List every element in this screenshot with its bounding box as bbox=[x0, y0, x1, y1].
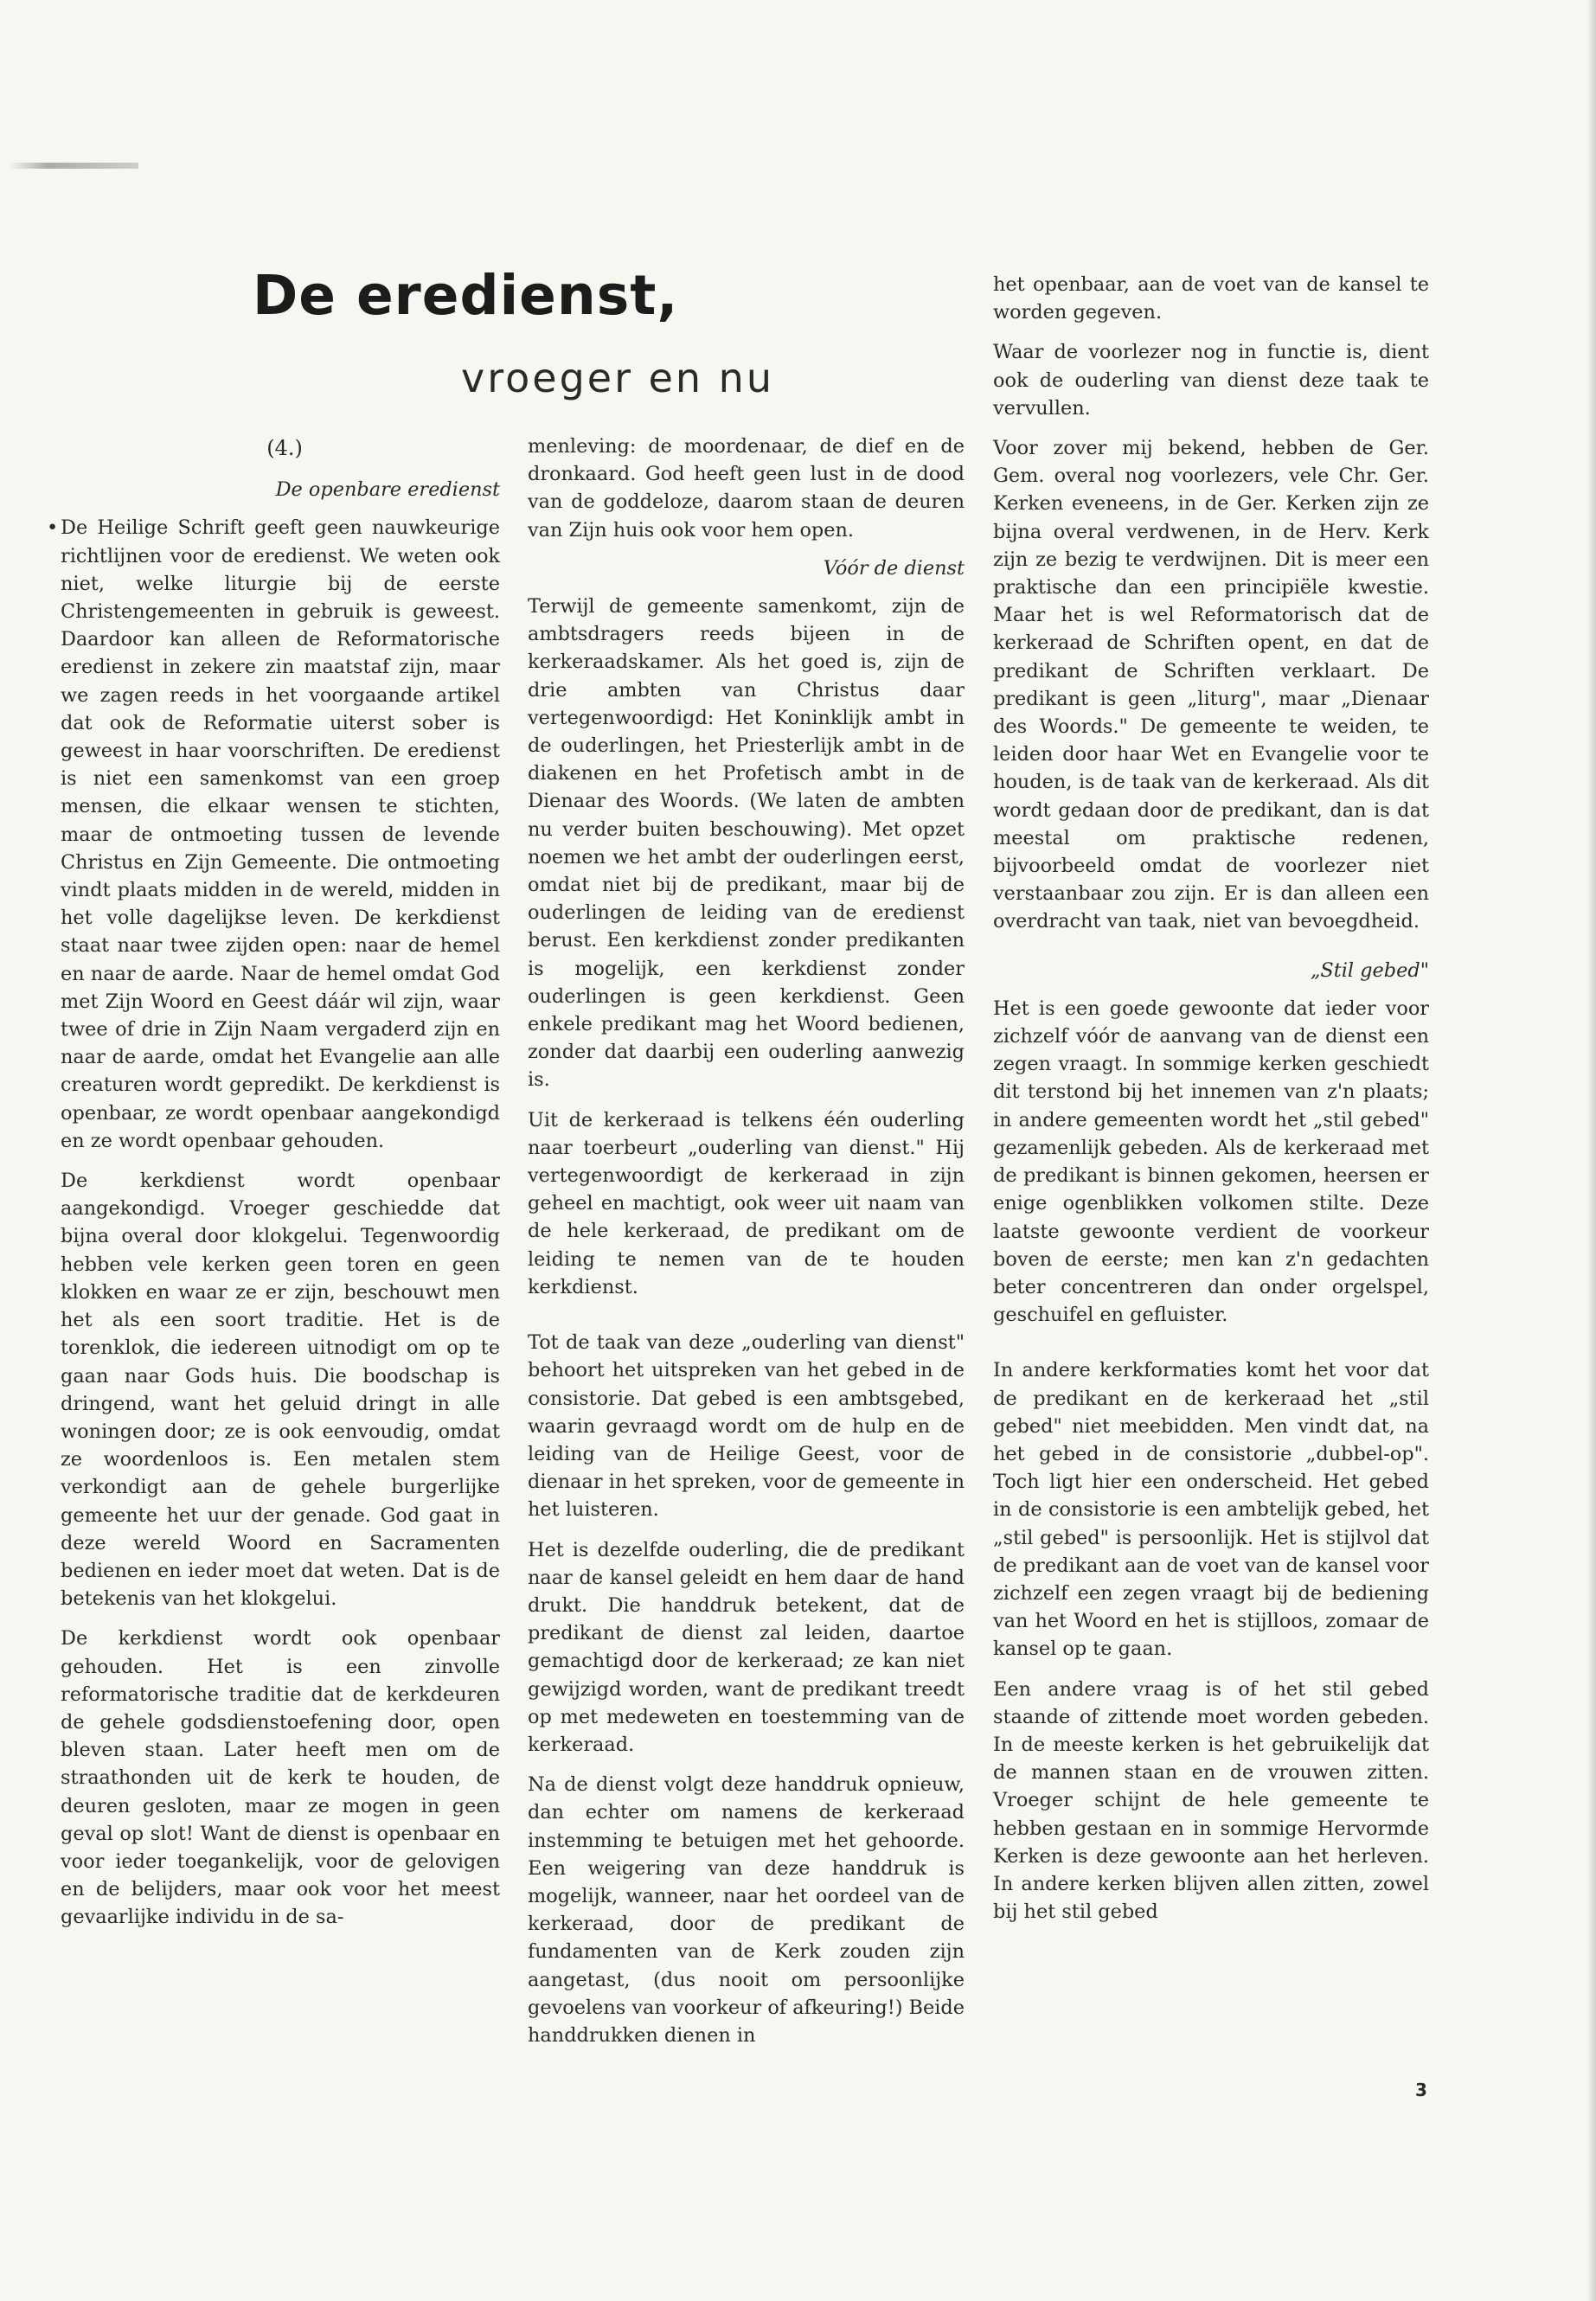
paragraph bbox=[47, 514, 500, 1155]
article-title: De eredienst, bbox=[253, 264, 679, 327]
paragraph: Het is een goede gewoonte dat ieder voor zichzelf vóór de aanvang van de dienst een zegen vraagt. In sommige kerken geschiedt dit terstond bij het innemen van z'n plaats; in andere gemeenten wordt het „stil gebed" gezamenlijk gebeden. Als de kerkeraad met de predikant is binnen gekomen, heersen er enige ogenblikken volkomen stilte. Deze laatste gewoonte verdient de voorkeur boven de eerste; men kan z'n gedachten beter concentreren dan onder orgelspel, geschuifel en gefluister. bbox=[993, 997, 1429, 1327]
column-3 bbox=[993, 271, 1429, 1926]
section-heading-openbare-eredienst: De openbare eredienst bbox=[275, 478, 500, 502]
section-heading-voor-de-dienst: Vóór de dienst bbox=[823, 556, 965, 580]
paragraph: Terwijl de gemeente samenkomt, zijn de ambtsdragers reeds bijeen in de kerkeraadskamer. Als het goed is, zijn de drie ambten van Christus daar vertegenwoordigd: Het Koninklijk ambt in de ouderlingen, het Priesterlijk ambt in de diakenen en het Profetisch ambt in de Dienaar des Woords. (We laten de ambten nu verder buiten beschouwing). Met opzet noemen we het ambt der ouderlingen eerst, omdat niet bij de predikant, maar bij de ouderlingen de leiding van de eredienst berust. Een kerkdienst zonder predikanten is mogelijk, een kerkdienst zonder ouderlingen is geen kerkdienst. Geen enkele predikant mag het Woord bedienen, zonder dat daarbij een ouderling aanwezig is. bbox=[528, 595, 965, 1092]
paragraph: menleving: de moordenaar, de dief en de dronkaard. God heeft geen lust in de dood van de goddeloze, daarom staan de deuren van Zijn huis ook voor hem open. bbox=[528, 435, 965, 542]
paragraph: De kerkdienst wordt openbaar aangekondigd. Vroeger geschiedde dat bijna overal door klokgelui. Tegenwoordig hebben vele kerken geen toren en geen klokken en waar ze er zijn, beschouwt men het als een soort traditie. Het is de torenklok, die iedereen uitnodigt om op te gaan naar Gods huis. Die boodschap is dringend, want het geluid dringt in alle woningen door; ze is ook eenvoudig, omdat ze woordenloos is. Een metalen stem verkondigt aan de gehele burgerlijke gemeente het uur der genade. God gaat in deze wereld Woord en Sacramenten bedienen en ieder moet dat weten. Dat is de betekenis van het klokgelui. bbox=[61, 1170, 500, 1611]
section-heading-stil-gebed: „Stil gebed" bbox=[1310, 958, 1429, 982]
paragraph: Tot de taak van deze „ouderling van dienst" behoort het uitspreken van het gebed in de consistorie. Dat gebed is een ambtsgebed, waarin gevraagd wordt om de hulp en de leiding van de Heilige Geest, voor de dienaar in het spreken, voor de gemeente in het luisteren. bbox=[528, 1331, 965, 1522]
scan-artifact bbox=[9, 163, 138, 169]
paragraph: De kerkdienst wordt ook openbaar gehouden. Het is een zinvolle reformatorische traditie dat de kerkdeuren de gehele godsdienstoefening door, open bleven staan. Later heeft men om de straathonden uit de kerk te houden, de deuren gesloten, maar ze mogen in geen geval op slot! Want de dienst is openbaar en voor ieder toegankelijk, voor de gelovigen en de belijders, maar ook voor het meest gevaarlijke individu in de sa- bbox=[61, 1627, 500, 1929]
paragraph: Een andere vraag is of het stil gebed staande of zittende moet worden gebeden. In de meeste kerken is het gebruikelijk dat de mannen staan en de vrouwen zitten. Vroeger schijnt de hele gemeente te hebben gestaan en in sommige Hervormde Kerken is deze gewoonte aan het herleven. In andere kerken blijven allen zitten, zowel bij het stil gebed bbox=[993, 1677, 1429, 1924]
part-number: (4.) bbox=[266, 436, 303, 460]
paragraph: Voor zover mij bekend, hebben de Ger. Gem. overal nog voorlezers, vele Chr. Ger. Kerken eveneens, in de Ger. Kerken zijn ze bijna overal verdwenen, in de Herv. Kerk zijn ze bezig te verdwijnen. Dit is meer een praktische dan een principiële kwestie. Maar het is wel Reformatorisch dat de kerkeraad de Schriften opent, en dat de predikant de Schriften verklaart. De predikant is geen „liturg", maar „Dienaar des Woords." De gemeente te weiden, te leiden door haar Wet en Evangelie voor te houden, is de taak van de kerkeraad. Als dit wordt gedaan door de predikant, dan is dat meestal om praktische redenen, bijvoorbeeld omdat de voorlezer niet verstaanbaar zou zijn. Er is dan alleen een overdracht van taak, niet van bevoegdheid. bbox=[993, 437, 1429, 933]
article-subtitle: vroeger en nu bbox=[461, 355, 774, 401]
paragraph: Het is dezelfde ouderling, die de predikant naar de kansel geleidt en hem daar de hand drukt. Die handdruk betekent, dat de predikant de dienst zal leiden, daartoe gemachtigd door de kerkeraad; ze kan niet gewijzigd worden, want de predikant treedt op met medeweten en toestemming van de kerkeraad. bbox=[528, 1538, 965, 1756]
column-1 bbox=[47, 434, 500, 1932]
paragraph: In andere kerkformaties komt het voor dat de predikant en de kerkeraad het „stil gebed" niet meebidden. Men vindt dat, na het gebed in de consistorie „dubbel-op". Toch ligt hier een onderscheid. Het gebed in de consistorie is een ambtelijk gebed, het „stil gebed" is persoonlijk. Het is stijlvol dat de predikant aan de voet van de kansel voor zichzelf een zegen vraagt bij de bediening van het Woord en het is stijlloos, zomaar de kansel op te gaan. bbox=[993, 1359, 1429, 1661]
paragraph: Uit de kerkeraad is telkens één ouderling naar toerbeurt „ouderling van dienst." Hij vertegenwoordigt de kerkeraad in zijn geheel en machtigt, ook weer uit naam van de hele kerkeraad, de predikant om de leiding te nemen van de te houden kerkdienst. bbox=[528, 1108, 965, 1298]
paragraph: Waar de voorlezer nog in functie is, dient ook de ouderling van dienst deze taak te vervullen. bbox=[993, 341, 1429, 420]
page-edge-shadow bbox=[1587, 0, 1596, 2301]
bullet-icon: • bbox=[47, 516, 59, 540]
paragraph: het openbaar, aan de voet van de kansel te worden gegeven. bbox=[993, 273, 1429, 324]
page-number: 3 bbox=[1415, 2080, 1427, 2100]
paragraph-text: De Heilige Schrift geeft geen nauwkeurige richtlijnen voor de eredienst. We weten ook niet, welke liturgie bij de eerste Christengemeenten in gebruik is geweest. Daardoor kan alleen de Reformatorische eredienst in zekere zin maatstaf zijn, maar we zagen reeds in het voorgaande artikel dat ook de Reformatie uiterst sober is geweest in haar voorschriften. De eredienst is niet een samenkomst van een groep mensen, die elkaar wensen te stichten, maar de ontmoeting tussen de levende Christus en Zijn Gemeente. Die ontmoeting vindt plaats midden in de wereld, midden in het volle dagelijkse leven. De kerkdienst staat naar twee zijden open: naar de hemel en naar de aarde. Naar de hemel omdat God met Zijn Woord en Geest dáár wil zijn, waar twee of drie in Zijn Naam vergaderd zijn en naar de aarde, omdat het Evangelie aan alle creaturen wordt gepredikt. De kerkdienst is openbaar, ze wordt openbaar aangekondigd en ze wordt openbaar gehouden. bbox=[61, 516, 500, 1152]
paragraph: Na de dienst volgt deze handdruk opnieuw, dan echter om namens de kerkeraad instemming te betuigen met het gehoorde. Een weigering van deze handdruk is mogelijk, wanneer, naar het oordeel van de kerkeraad, door de predikant de fundamenten van de Kerk zouden zijn aangetast, (dus nooit om persoonlijke gevoelens van voorkeur of afkeuring!) Beide handdrukken dienen in bbox=[528, 1773, 965, 2047]
column-2 bbox=[528, 433, 965, 2049]
